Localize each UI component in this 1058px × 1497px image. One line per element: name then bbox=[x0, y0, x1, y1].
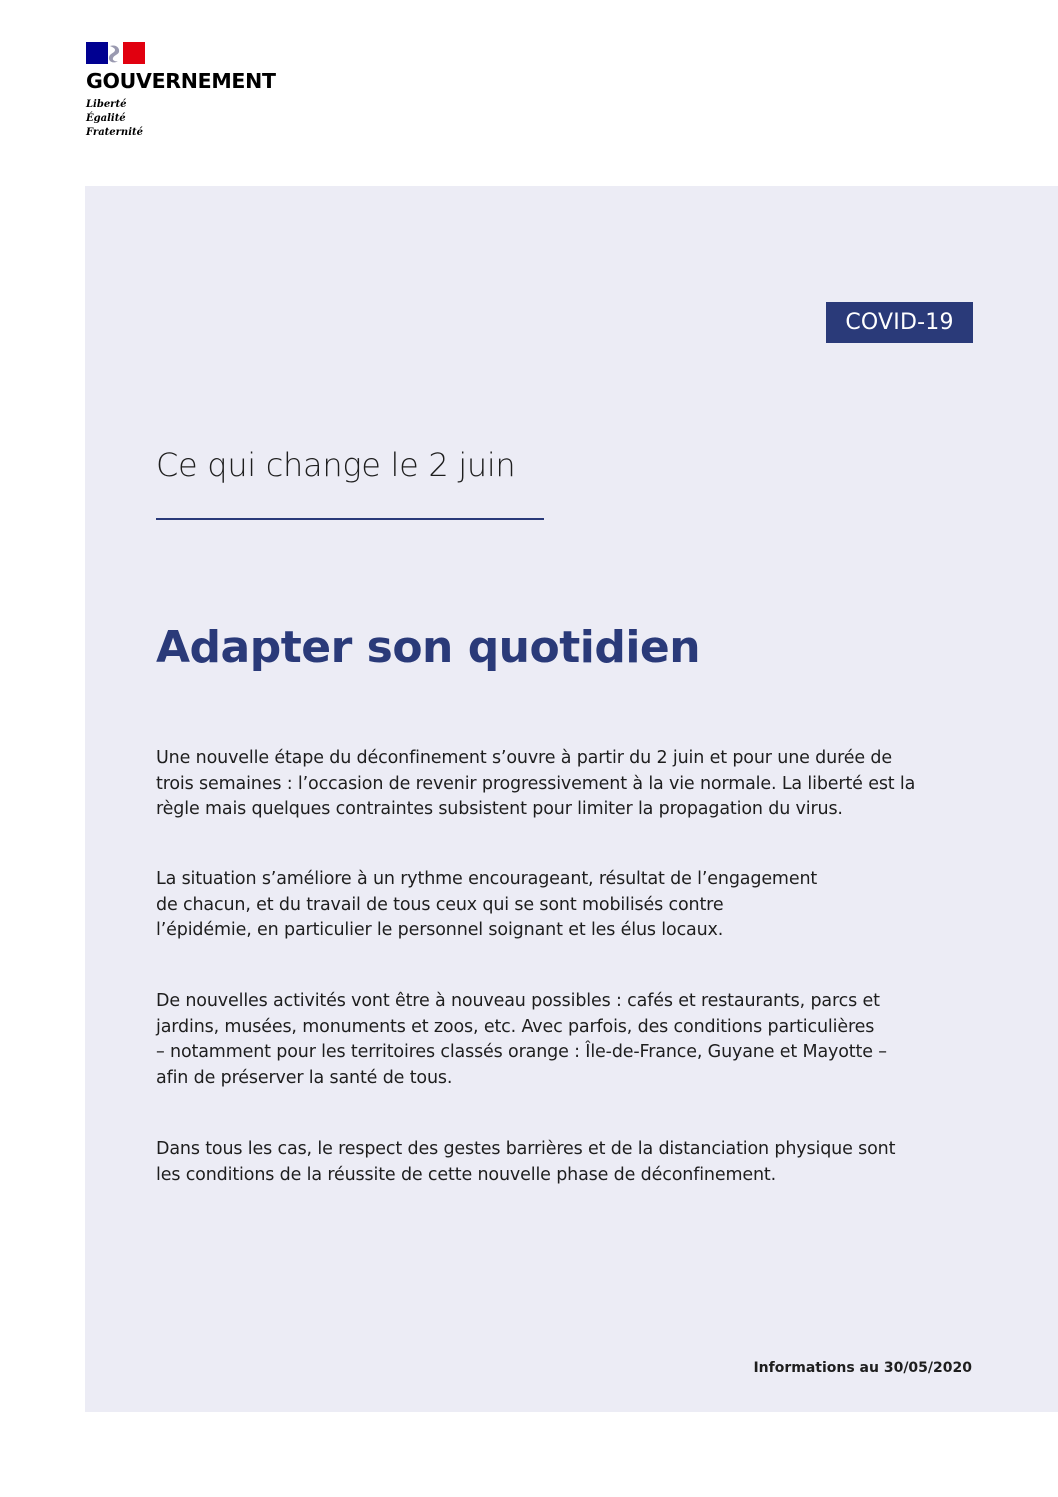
paragraph-line: – notamment pour les territoires classés orange : Île-de-France, Guyane et Mayotte – bbox=[156, 1042, 887, 1062]
paragraph-line: jardins, musées, monuments et zoos, etc. Avec parfois, des conditions particulières bbox=[156, 1016, 875, 1037]
page-title: Adapter son quotidien bbox=[156, 622, 701, 673]
paragraph-1 bbox=[156, 746, 986, 823]
paragraph-line: de chacun, et du travail de tous ceux qui se sont mobilisés contre bbox=[156, 894, 724, 915]
marianne-flag-icon bbox=[86, 42, 145, 64]
motto-liberte: Liberté bbox=[86, 99, 127, 110]
motto-egalite: Égalité bbox=[86, 113, 126, 124]
paragraph-2 bbox=[156, 867, 986, 944]
paragraph-line: La situation s’améliore à un rythme encourageant, résultat de l’engagement bbox=[156, 869, 818, 889]
paragraph-3 bbox=[156, 989, 986, 1091]
logo-title: GOUVERNEMENT bbox=[86, 69, 276, 93]
paragraph-line: Une nouvelle étape du déconfinement s’ouvre à partir du 2 juin et pour une durée de bbox=[156, 748, 892, 768]
paragraph-line: De nouvelles activités vont être à nouveau possibles : cafés et restaurants, parcs et bbox=[156, 991, 880, 1011]
motto-fraternite: Fraternité bbox=[86, 127, 143, 138]
government-logo bbox=[86, 42, 286, 152]
paragraph-line: règle mais quelques contraintes subsistent pour limiter la propagation du virus. bbox=[156, 799, 843, 819]
page-subtitle: Ce qui change le 2 juin bbox=[156, 446, 516, 484]
paragraph-line: afin de préserver la santé de tous. bbox=[156, 1067, 453, 1088]
paragraph-line: trois semaines : l’occasion de revenir progressivement à la vie normale. La liberté est la bbox=[156, 773, 916, 794]
paragraph-line: l’épidémie, en particulier le personnel soignant et les élus locaux. bbox=[156, 920, 724, 940]
paragraph-4 bbox=[156, 1137, 986, 1188]
info-date-footer: Informations au 30/05/2020 bbox=[753, 1360, 972, 1376]
paragraph-line: les conditions de la réussite de cette nouvelle phase de déconfinement. bbox=[156, 1164, 777, 1185]
logo-motto bbox=[86, 98, 143, 140]
paragraph-line: Dans tous les cas, le respect des gestes barrières et de la distanciation physique sont bbox=[156, 1139, 896, 1159]
covid-badge: COVID-19 bbox=[826, 302, 973, 343]
subtitle-divider bbox=[156, 518, 544, 520]
